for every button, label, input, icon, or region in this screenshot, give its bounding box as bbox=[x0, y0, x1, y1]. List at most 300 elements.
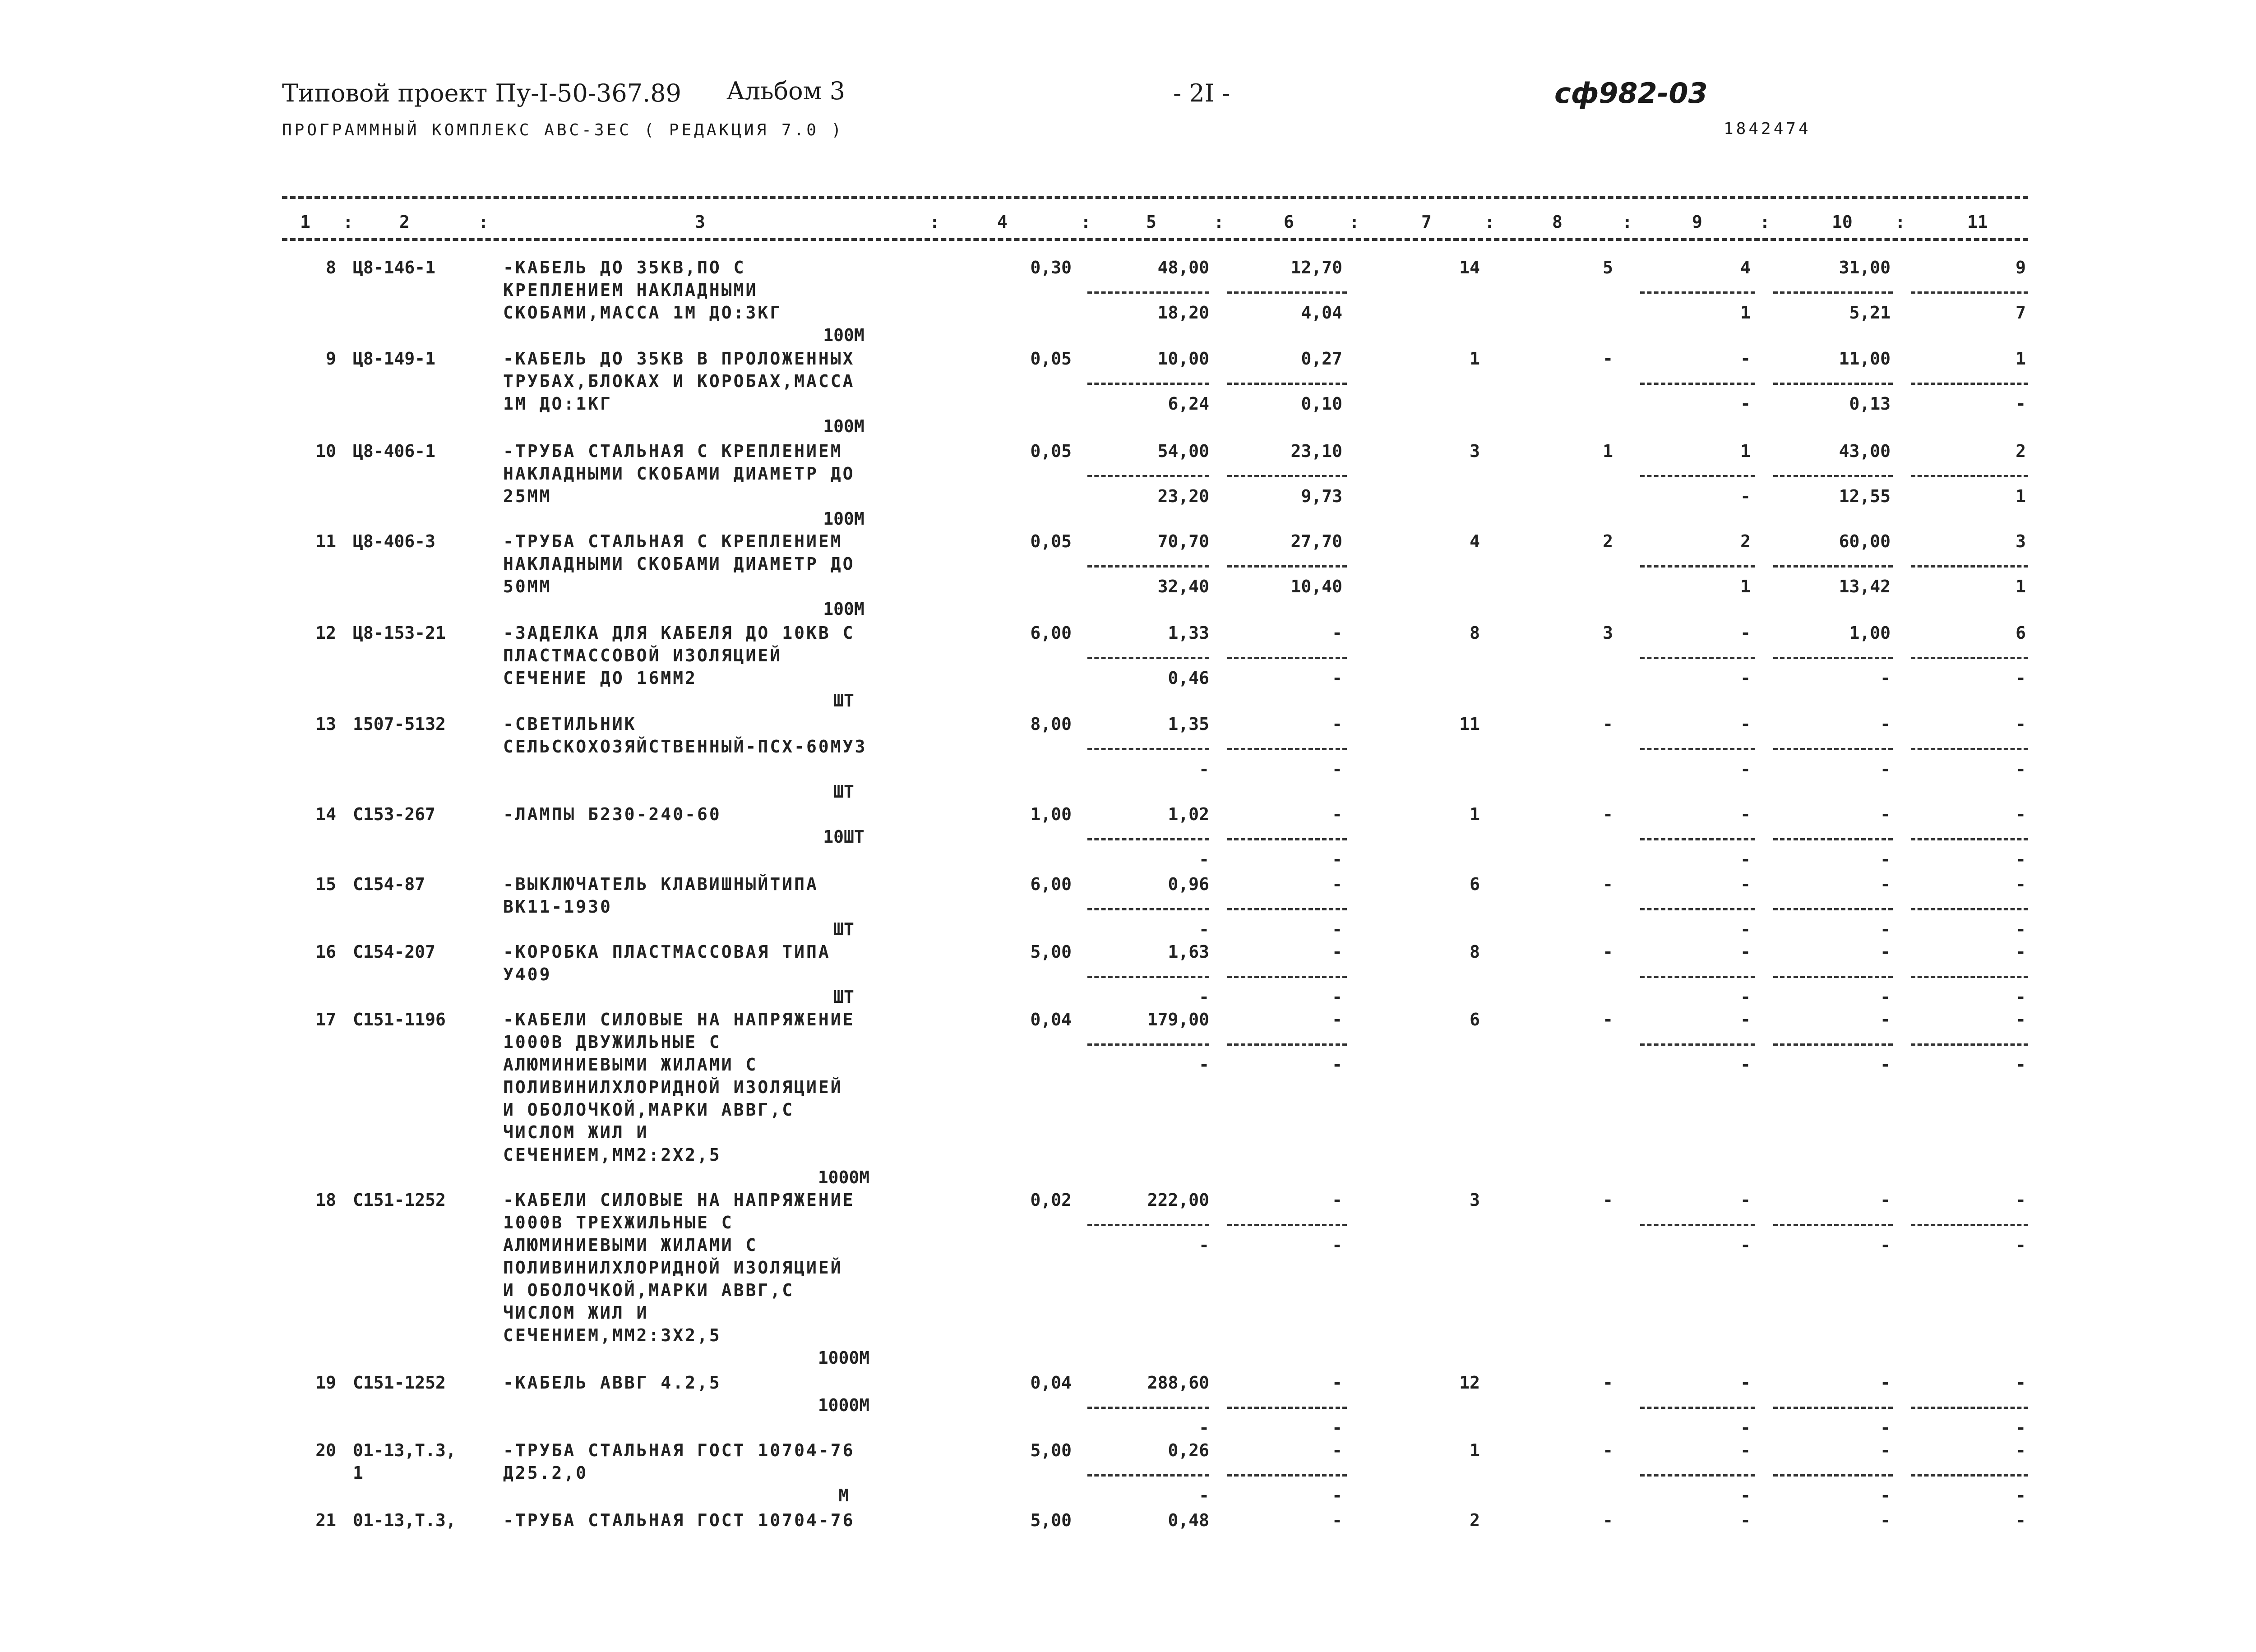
col11-divider bbox=[1911, 838, 2028, 840]
column-separator: : bbox=[478, 212, 489, 232]
quantity-cell: 6,00 bbox=[1030, 623, 1072, 643]
col9-secondary: 1 bbox=[1740, 303, 1751, 323]
col6-divider bbox=[1227, 908, 1347, 910]
quantity-cell: 0,30 bbox=[1030, 258, 1072, 277]
col5-secondary: - bbox=[1199, 987, 1209, 1007]
col9-value: 2 bbox=[1740, 531, 1751, 551]
col11-value: 1 bbox=[2016, 349, 2026, 369]
col10-secondary: - bbox=[1880, 1055, 1891, 1075]
row-code: 01-13,Т.3, bbox=[353, 1510, 456, 1530]
row-code: Ц8-146-1 bbox=[353, 258, 436, 277]
col6-secondary: - bbox=[1332, 1055, 1342, 1075]
col8-value: 3 bbox=[1603, 623, 1613, 643]
col10-value: - bbox=[1880, 714, 1891, 734]
col11-divider bbox=[1911, 291, 2028, 294]
row-unit: ШТ bbox=[833, 691, 854, 711]
row-description: -ЛАМПЫ Б230-240-60 bbox=[503, 804, 721, 824]
col6-value: - bbox=[1332, 1510, 1342, 1530]
col10-value: - bbox=[1880, 874, 1891, 894]
col9-value: - bbox=[1740, 623, 1751, 643]
col10-value: 31,00 bbox=[1839, 258, 1891, 277]
col6-value: - bbox=[1332, 874, 1342, 894]
row-description: -КАБЕЛЬ ДО 35КВ В ПРОЛОЖЕННЫХ ТРУБАХ,БЛОКАХ И КОРОБАХ,МАССА 1М ДО:1КГ bbox=[503, 349, 855, 414]
col6-value: - bbox=[1332, 1440, 1342, 1460]
row-number: 19 bbox=[315, 1373, 336, 1393]
col11-value: - bbox=[2016, 804, 2026, 824]
col8-value: - bbox=[1603, 714, 1613, 734]
col5-value: 222,00 bbox=[1147, 1190, 1209, 1210]
row-unit: 100М bbox=[823, 599, 864, 619]
row-number: 8 bbox=[326, 258, 336, 277]
col11-divider bbox=[1911, 657, 2028, 659]
col11-divider bbox=[1911, 748, 2028, 750]
col6-secondary: - bbox=[1332, 1418, 1342, 1438]
col6-secondary: - bbox=[1332, 849, 1342, 869]
col11-value: - bbox=[2016, 1440, 2026, 1460]
row-number: 13 bbox=[315, 714, 336, 734]
column-separator: : bbox=[1760, 212, 1770, 232]
row-description: -КОРОБКА ПЛАСТМАССОВАЯ ТИПА У409 bbox=[503, 942, 831, 984]
col11-divider bbox=[1911, 1474, 2028, 1477]
col11-secondary: - bbox=[2016, 1055, 2026, 1075]
quantity-cell: 0,04 bbox=[1030, 1373, 1072, 1393]
col9-value: - bbox=[1740, 942, 1751, 962]
col6-value: 12,70 bbox=[1290, 258, 1342, 277]
row-number: 17 bbox=[315, 1010, 336, 1029]
col6-divider bbox=[1227, 565, 1347, 568]
col11-value: - bbox=[2016, 1510, 2026, 1530]
col9-secondary: - bbox=[1740, 849, 1751, 869]
col5-secondary: - bbox=[1199, 1055, 1209, 1075]
col11-divider bbox=[1911, 1043, 2028, 1046]
col10-divider bbox=[1773, 748, 1893, 750]
col10-value: 43,00 bbox=[1839, 441, 1891, 461]
col10-divider bbox=[1773, 1407, 1893, 1409]
col6-secondary: - bbox=[1332, 1486, 1342, 1505]
column-separator: : bbox=[1895, 212, 1905, 232]
col5-divider bbox=[1087, 748, 1209, 750]
col10-value: - bbox=[1880, 942, 1891, 962]
col6-value: 23,10 bbox=[1290, 441, 1342, 461]
col9-value: - bbox=[1740, 1190, 1751, 1210]
col10-secondary: - bbox=[1880, 1418, 1891, 1438]
col10-value: - bbox=[1880, 1190, 1891, 1210]
col5-secondary: - bbox=[1199, 919, 1209, 939]
quantity-cell: 0,05 bbox=[1030, 531, 1072, 551]
quantity-cell: 0,05 bbox=[1030, 441, 1072, 461]
row-number: 20 bbox=[315, 1440, 336, 1460]
col9-value: 4 bbox=[1740, 258, 1751, 277]
row-description: -КАБЕЛЬ ДО 35КВ,ПО С КРЕПЛЕНИЕМ НАКЛАДНЫМИ СКОБАМИ,МАССА 1М ДО:3КГ bbox=[503, 258, 782, 323]
col7-value: 2 bbox=[1470, 1510, 1480, 1530]
col9-secondary: - bbox=[1740, 987, 1751, 1007]
col8-value: - bbox=[1603, 804, 1613, 824]
col6-divider bbox=[1227, 1474, 1347, 1477]
col9-divider bbox=[1640, 657, 1755, 659]
column-number-3: 3 bbox=[695, 212, 705, 232]
col6-divider bbox=[1227, 291, 1347, 294]
col11-secondary: - bbox=[2016, 1418, 2026, 1438]
column-number-5: 5 bbox=[1146, 212, 1156, 232]
col11-value: - bbox=[2016, 1010, 2026, 1029]
col10-divider bbox=[1773, 565, 1893, 568]
col5-value: 288,60 bbox=[1147, 1373, 1209, 1393]
row-description: -КАБЕЛЬ АВВГ 4.2,5 bbox=[503, 1373, 721, 1393]
quantity-cell: 5,00 bbox=[1030, 942, 1072, 962]
col6-divider bbox=[1227, 748, 1347, 750]
col7-value: 14 bbox=[1459, 258, 1480, 277]
col10-value: - bbox=[1880, 1440, 1891, 1460]
col10-divider bbox=[1773, 291, 1893, 294]
col5-value: 10,00 bbox=[1157, 349, 1209, 369]
column-separator: : bbox=[343, 212, 353, 232]
col6-value: 0,27 bbox=[1301, 349, 1342, 369]
col7-value: 1 bbox=[1470, 349, 1480, 369]
col5-value: 1,35 bbox=[1168, 714, 1209, 734]
col5-divider bbox=[1087, 565, 1209, 568]
col7-value: 8 bbox=[1470, 623, 1480, 643]
col11-divider bbox=[1911, 908, 2028, 910]
col8-value: - bbox=[1603, 1373, 1613, 1393]
row-description: -КАБЕЛИ СИЛОВЫЕ НА НАПРЯЖЕНИЕ 1000В ДВУЖИЛЬНЫЕ С АЛЮМИНИЕВЫМИ ЖИЛАМИ С ПОЛИВИНИЛХЛОРИДНОЙ ИЗОЛЯЦИЕЙ И ОБОЛОЧКОЙ,МАРКИ АВВГ,С ЧИСЛОМ ЖИЛ И СЕЧЕНИЕМ,ММ2:2Х2,5 bbox=[503, 1010, 855, 1165]
col5-divider bbox=[1087, 475, 1209, 477]
col11-secondary: - bbox=[2016, 668, 2026, 688]
row-unit: ШТ bbox=[833, 782, 854, 802]
col9-divider bbox=[1640, 383, 1755, 385]
row-number: 11 bbox=[315, 531, 336, 551]
column-number-6: 6 bbox=[1284, 212, 1294, 232]
row-unit: 100М bbox=[823, 325, 864, 345]
col10-divider bbox=[1773, 475, 1893, 477]
col10-value: - bbox=[1880, 1373, 1891, 1393]
col8-value: 1 bbox=[1603, 441, 1613, 461]
col11-value: - bbox=[2016, 874, 2026, 894]
col5-divider bbox=[1087, 976, 1209, 978]
col8-value: - bbox=[1603, 1440, 1613, 1460]
col9-secondary: - bbox=[1740, 1418, 1751, 1438]
row-number: 14 bbox=[315, 804, 336, 824]
col9-value: 1 bbox=[1740, 441, 1751, 461]
column-separator: : bbox=[1622, 212, 1632, 232]
row-unit: 1000М bbox=[818, 1348, 870, 1368]
col9-divider bbox=[1640, 565, 1755, 568]
col11-value: - bbox=[2016, 1373, 2026, 1393]
col11-secondary: - bbox=[2016, 394, 2026, 414]
col5-divider bbox=[1087, 838, 1209, 840]
col5-value: 1,33 bbox=[1168, 623, 1209, 643]
col6-value: - bbox=[1332, 1010, 1342, 1029]
col7-value: 3 bbox=[1470, 441, 1480, 461]
col5-secondary: - bbox=[1199, 1235, 1209, 1255]
col5-divider bbox=[1087, 1224, 1209, 1226]
col10-secondary: 5,21 bbox=[1849, 303, 1891, 323]
col10-secondary: - bbox=[1880, 987, 1891, 1007]
col11-secondary: - bbox=[2016, 987, 2026, 1007]
col9-secondary: - bbox=[1740, 1055, 1751, 1075]
col10-divider bbox=[1773, 976, 1893, 978]
col7-value: 1 bbox=[1470, 804, 1480, 824]
row-unit: 10ШТ bbox=[823, 827, 864, 847]
col6-value: - bbox=[1332, 1190, 1342, 1210]
col7-value: 1 bbox=[1470, 1440, 1480, 1460]
col6-secondary: 0,10 bbox=[1301, 394, 1342, 414]
col10-value: 1,00 bbox=[1849, 623, 1891, 643]
row-code: Ц8-406-1 bbox=[353, 441, 436, 461]
col10-divider bbox=[1773, 657, 1893, 659]
col7-value: 4 bbox=[1470, 531, 1480, 551]
quantity-cell: 5,00 bbox=[1030, 1510, 1072, 1530]
column-number-7: 7 bbox=[1421, 212, 1432, 232]
col10-divider bbox=[1773, 1224, 1893, 1226]
row-number: 18 bbox=[315, 1190, 336, 1210]
document-number: 1842474 bbox=[1724, 120, 1811, 138]
col9-divider bbox=[1640, 838, 1755, 840]
col9-secondary: - bbox=[1740, 486, 1751, 506]
col9-value: - bbox=[1740, 1440, 1751, 1460]
col9-divider bbox=[1640, 1043, 1755, 1046]
column-number-10: 10 bbox=[1832, 212, 1853, 232]
row-description: -ТРУБА СТАЛЬНАЯ ГОСТ 10704-76 bbox=[503, 1510, 855, 1530]
quantity-cell: 0,02 bbox=[1030, 1190, 1072, 1210]
col5-divider bbox=[1087, 1043, 1209, 1046]
col8-value: - bbox=[1603, 1010, 1613, 1029]
col10-divider bbox=[1773, 1043, 1893, 1046]
col11-divider bbox=[1911, 383, 2028, 385]
col9-divider bbox=[1640, 291, 1755, 294]
quantity-cell: 6,00 bbox=[1030, 874, 1072, 894]
table-top-border bbox=[282, 196, 2028, 199]
col11-divider bbox=[1911, 1407, 2028, 1409]
col5-value: 48,00 bbox=[1157, 258, 1209, 277]
col5-value: 54,00 bbox=[1157, 441, 1209, 461]
row-number: 10 bbox=[315, 441, 336, 461]
col10-divider bbox=[1773, 383, 1893, 385]
row-description: -ЗАДЕЛКА ДЛЯ КАБЕЛЯ ДО 10КВ С ПЛАСТМАССОВОЙ ИЗОЛЯЦИЕЙ СЕЧЕНИЕ ДО 16ММ2 bbox=[503, 623, 855, 688]
column-separator: : bbox=[1349, 212, 1359, 232]
col5-secondary: 23,20 bbox=[1157, 486, 1209, 506]
row-code: Ц8-406-3 bbox=[353, 531, 436, 551]
col11-divider bbox=[1911, 565, 2028, 568]
col11-value: 2 bbox=[2016, 441, 2026, 461]
col9-divider bbox=[1640, 1474, 1755, 1477]
col10-secondary: - bbox=[1880, 759, 1891, 779]
col6-divider bbox=[1227, 383, 1347, 385]
col10-secondary: - bbox=[1880, 1235, 1891, 1255]
col5-secondary: 6,24 bbox=[1168, 394, 1209, 414]
col5-divider bbox=[1087, 291, 1209, 294]
col6-divider bbox=[1227, 657, 1347, 659]
col5-value: 1,63 bbox=[1168, 942, 1209, 962]
col11-secondary: - bbox=[2016, 849, 2026, 869]
column-number-8: 8 bbox=[1552, 212, 1563, 232]
row-description: -КАБЕЛИ СИЛОВЫЕ НА НАПРЯЖЕНИЕ 1000В ТРЕХЖИЛЬНЫЕ С АЛЮМИНИЕВЫМИ ЖИЛАМИ С ПОЛИВИНИЛХЛОРИДНОЙ ИЗОЛЯЦИЕЙ И ОБОЛОЧКОЙ,МАРКИ АВВГ,С ЧИСЛОМ ЖИЛ И СЕЧЕНИЕМ,ММ2:3Х2,5 bbox=[503, 1190, 855, 1345]
row-code: 1507-5132 bbox=[353, 714, 446, 734]
col5-secondary: 0,46 bbox=[1168, 668, 1209, 688]
col10-divider bbox=[1773, 1474, 1893, 1477]
col5-value: 0,26 bbox=[1168, 1440, 1209, 1460]
col9-divider bbox=[1640, 748, 1755, 750]
col6-divider bbox=[1227, 1043, 1347, 1046]
row-unit: 100М bbox=[823, 509, 864, 529]
row-description: -ТРУБА СТАЛЬНАЯ С КРЕПЛЕНИЕМ НАКЛАДНЫМИ СКОБАМИ ДИАМЕТР ДО 50ММ bbox=[503, 531, 855, 596]
col6-divider bbox=[1227, 475, 1347, 477]
column-number-11: 11 bbox=[1967, 212, 1988, 232]
col9-secondary: - bbox=[1740, 394, 1751, 414]
row-number: 16 bbox=[315, 942, 336, 962]
column-number-1: 1 bbox=[300, 212, 310, 232]
col6-value: - bbox=[1332, 942, 1342, 962]
col10-secondary: - bbox=[1880, 849, 1891, 869]
col9-secondary: - bbox=[1740, 919, 1751, 939]
col10-value: 60,00 bbox=[1839, 531, 1891, 551]
row-unit: ШТ bbox=[833, 987, 854, 1007]
col9-value: - bbox=[1740, 1010, 1751, 1029]
col10-divider bbox=[1773, 838, 1893, 840]
col8-value: - bbox=[1603, 1190, 1613, 1210]
col5-secondary: - bbox=[1199, 1486, 1209, 1505]
col9-secondary: - bbox=[1740, 1486, 1751, 1505]
col8-value: - bbox=[1603, 349, 1613, 369]
col6-secondary: - bbox=[1332, 1235, 1342, 1255]
col5-secondary: 18,20 bbox=[1157, 303, 1209, 323]
col11-value: - bbox=[2016, 714, 2026, 734]
row-code: Ц8-149-1 bbox=[353, 349, 436, 369]
row-code: С151-1252 bbox=[353, 1190, 446, 1210]
col7-value: 12 bbox=[1459, 1373, 1480, 1393]
col11-value: 9 bbox=[2016, 258, 2026, 277]
col10-value: - bbox=[1880, 804, 1891, 824]
row-code: 01-13,Т.3, 1 bbox=[353, 1440, 456, 1483]
col8-value: 2 bbox=[1603, 531, 1613, 551]
quantity-cell: 0,05 bbox=[1030, 349, 1072, 369]
quantity-cell: 8,00 bbox=[1030, 714, 1072, 734]
row-number: 9 bbox=[326, 349, 336, 369]
col5-value: 179,00 bbox=[1147, 1010, 1209, 1029]
col6-secondary: - bbox=[1332, 919, 1342, 939]
col6-value: - bbox=[1332, 1373, 1342, 1393]
col6-value: - bbox=[1332, 623, 1342, 643]
col10-secondary: 13,42 bbox=[1839, 577, 1891, 596]
col7-value: 3 bbox=[1470, 1190, 1480, 1210]
col6-divider bbox=[1227, 976, 1347, 978]
row-description: -ТРУБА СТАЛЬНАЯ С КРЕПЛЕНИЕМ НАКЛАДНЫМИ СКОБАМИ ДИАМЕТР ДО 25ММ bbox=[503, 441, 855, 506]
col11-secondary: - bbox=[2016, 1486, 2026, 1505]
col8-value: - bbox=[1603, 874, 1613, 894]
col9-secondary: - bbox=[1740, 668, 1751, 688]
row-number: 12 bbox=[315, 623, 336, 643]
col5-divider bbox=[1087, 657, 1209, 659]
col5-divider bbox=[1087, 1407, 1209, 1409]
col9-divider bbox=[1640, 976, 1755, 978]
col11-secondary: - bbox=[2016, 1235, 2026, 1255]
col11-divider bbox=[1911, 475, 2028, 477]
row-number: 21 bbox=[315, 1510, 336, 1530]
col9-divider bbox=[1640, 475, 1755, 477]
col6-secondary: 4,04 bbox=[1301, 303, 1342, 323]
col9-value: - bbox=[1740, 714, 1751, 734]
table-header-border bbox=[282, 238, 2028, 241]
col11-divider bbox=[1911, 976, 2028, 978]
col6-secondary: - bbox=[1332, 668, 1342, 688]
col9-value: - bbox=[1740, 804, 1751, 824]
column-separator: : bbox=[1484, 212, 1495, 232]
col11-value: - bbox=[2016, 942, 2026, 962]
col11-value: - bbox=[2016, 1190, 2026, 1210]
col6-secondary: 10,40 bbox=[1290, 577, 1342, 596]
document-code: сф982-03 bbox=[1554, 77, 1708, 110]
quantity-cell: 5,00 bbox=[1030, 1440, 1072, 1460]
col5-secondary: - bbox=[1199, 849, 1209, 869]
column-separator: : bbox=[1081, 212, 1091, 232]
col9-value: - bbox=[1740, 1373, 1751, 1393]
project-title: Типовой проект Пу-I-50-367.89 bbox=[282, 79, 681, 107]
col7-value: 8 bbox=[1470, 942, 1480, 962]
row-unit: 1000М bbox=[818, 1395, 870, 1415]
col11-secondary: - bbox=[2016, 759, 2026, 779]
row-description: -ВЫКЛЮЧАТЕЛЬ КЛАВИШНЫЙТИПА ВК11-1930 bbox=[503, 874, 818, 917]
col6-secondary: - bbox=[1332, 987, 1342, 1007]
column-number-9: 9 bbox=[1692, 212, 1702, 232]
page-number: - 2I - bbox=[1173, 79, 1230, 107]
col11-value: 3 bbox=[2016, 531, 2026, 551]
quantity-cell: 0,04 bbox=[1030, 1010, 1072, 1029]
col6-divider bbox=[1227, 1224, 1347, 1226]
col10-secondary: - bbox=[1880, 668, 1891, 688]
col9-secondary: 1 bbox=[1740, 577, 1751, 596]
col9-value: - bbox=[1740, 349, 1751, 369]
row-unit: ШТ bbox=[833, 919, 854, 939]
col10-value: - bbox=[1880, 1010, 1891, 1029]
col10-secondary: 0,13 bbox=[1849, 394, 1891, 414]
col9-divider bbox=[1640, 1224, 1755, 1226]
col9-value: - bbox=[1740, 874, 1751, 894]
col9-secondary: - bbox=[1740, 759, 1751, 779]
col6-divider bbox=[1227, 1407, 1347, 1409]
col10-secondary: 12,55 bbox=[1839, 486, 1891, 506]
col5-value: 0,48 bbox=[1168, 1510, 1209, 1530]
col9-divider bbox=[1640, 1407, 1755, 1409]
row-unit: М bbox=[838, 1486, 849, 1505]
row-code: С151-1252 bbox=[353, 1373, 446, 1393]
col10-value: - bbox=[1880, 1510, 1891, 1530]
col11-secondary: - bbox=[2016, 919, 2026, 939]
col6-divider bbox=[1227, 838, 1347, 840]
column-number-4: 4 bbox=[997, 212, 1008, 232]
col5-value: 0,96 bbox=[1168, 874, 1209, 894]
col5-secondary: - bbox=[1199, 759, 1209, 779]
col5-divider bbox=[1087, 908, 1209, 910]
col6-secondary: 9,73 bbox=[1301, 486, 1342, 506]
row-code: Ц8-153-21 bbox=[353, 623, 446, 643]
program-label: ПРОГРАММНЫЙ КОМПЛЕКС АВС-ЗЕС ( РЕДАКЦИЯ 7.0 ) bbox=[282, 121, 844, 139]
col9-secondary: - bbox=[1740, 1235, 1751, 1255]
row-number: 15 bbox=[315, 874, 336, 894]
col5-secondary: 32,40 bbox=[1157, 577, 1209, 596]
col10-secondary: - bbox=[1880, 919, 1891, 939]
col11-divider bbox=[1911, 1224, 2028, 1226]
col10-divider bbox=[1773, 908, 1893, 910]
col6-value: 27,70 bbox=[1290, 531, 1342, 551]
row-code: С154-207 bbox=[353, 942, 436, 962]
col8-value: - bbox=[1603, 1510, 1613, 1530]
album-label: Альбом 3 bbox=[726, 77, 846, 105]
row-code: С154-87 bbox=[353, 874, 425, 894]
row-description: -ТРУБА СТАЛЬНАЯ ГОСТ 10704-76 Д25.2,0 bbox=[503, 1440, 855, 1483]
col5-value: 70,70 bbox=[1157, 531, 1209, 551]
col5-divider bbox=[1087, 1474, 1209, 1477]
col5-divider bbox=[1087, 383, 1209, 385]
col10-value: 11,00 bbox=[1839, 349, 1891, 369]
